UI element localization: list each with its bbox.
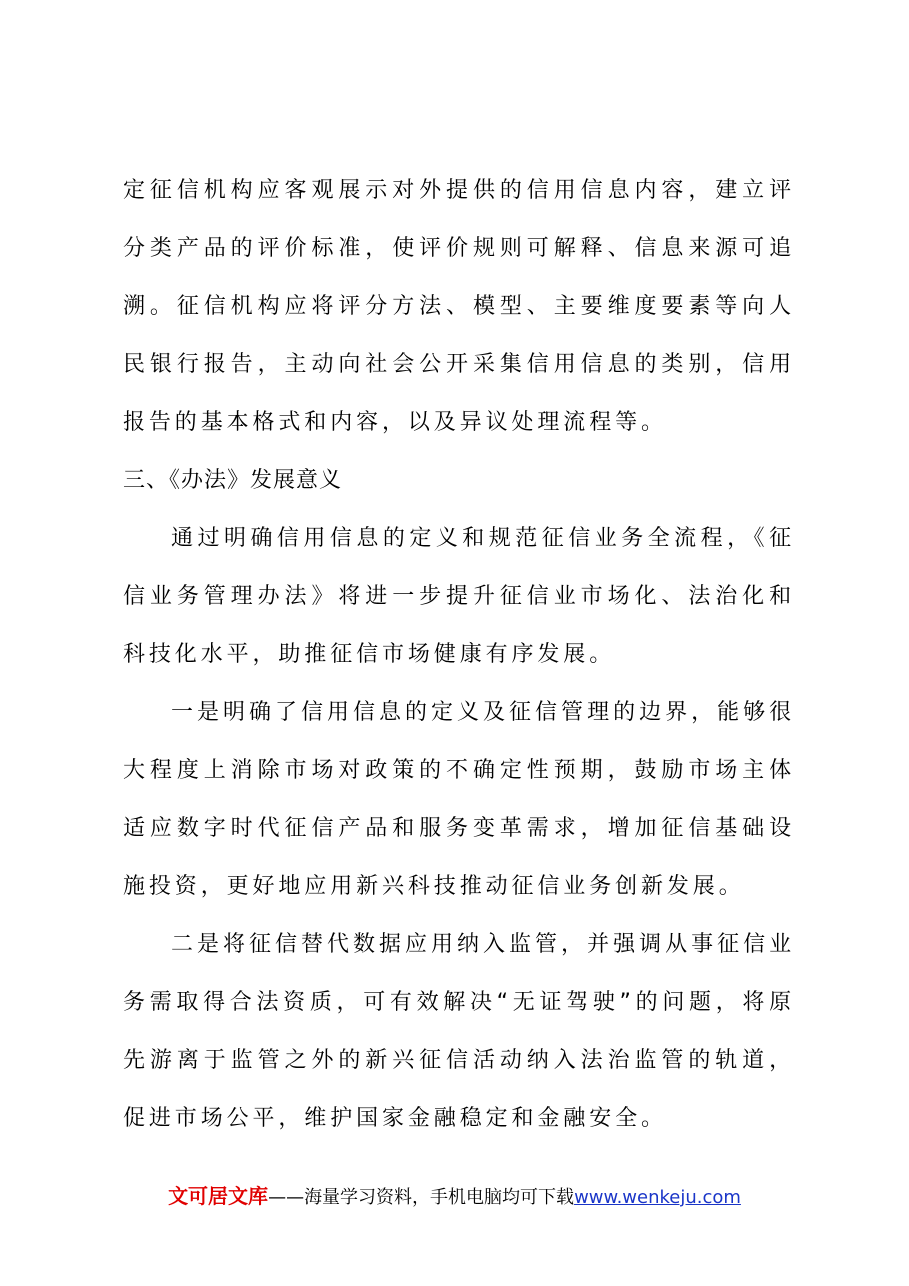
paragraph-point-two: 二是将征信替代数据应用纳入监管，并强调从事征信业务需取得合法资质，可有效解决“无证驾驶”的问题，将原先游离于监管之外的新兴征信活动纳入法治监管的轨道，促进市场公平，维护国家金融稳定和金融安全。	[123, 932, 795, 1131]
paragraph-continued: 定征信机构应客观展示对外提供的信用信息内容，建立评分类产品的评价标准，使评价规则可解释、信息来源可追溯。征信机构应将评分方法、模型、主要维度要素等向人民银行报告，主动向社会公开采集信用信息的类别，信用报告的基本格式和内容，以及异议处理流程等。	[123, 178, 795, 435]
footer-website-link[interactable]: www.wenkeju.com	[574, 1187, 741, 1208]
paragraph-intro: 通过明确信用信息的定义和规范征信业务全流程，《征信业务管理办法》将进一步提升征信业市场化、法治化和科技化水平，助推征信市场健康有序发展。	[123, 526, 795, 667]
document-body	[123, 162, 795, 1148]
footer-slogan: ——海量学习资料，手机电脑均可下载	[268, 1187, 575, 1208]
footer-brand: 文可居文库	[168, 1184, 269, 1208]
page-footer	[0, 1181, 909, 1213]
section-heading: 三、《办法》发展意义	[123, 468, 343, 493]
paragraph-point-one: 一是明确了信用信息的定义及征信管理的边界，能够很大程度上消除市场对政策的不确定性预期，鼓励市场主体适应数字时代征信产品和服务变革需求，增加征信基础设施投资，更好地应用新兴科技推动征信业务创新发展。	[123, 700, 795, 899]
